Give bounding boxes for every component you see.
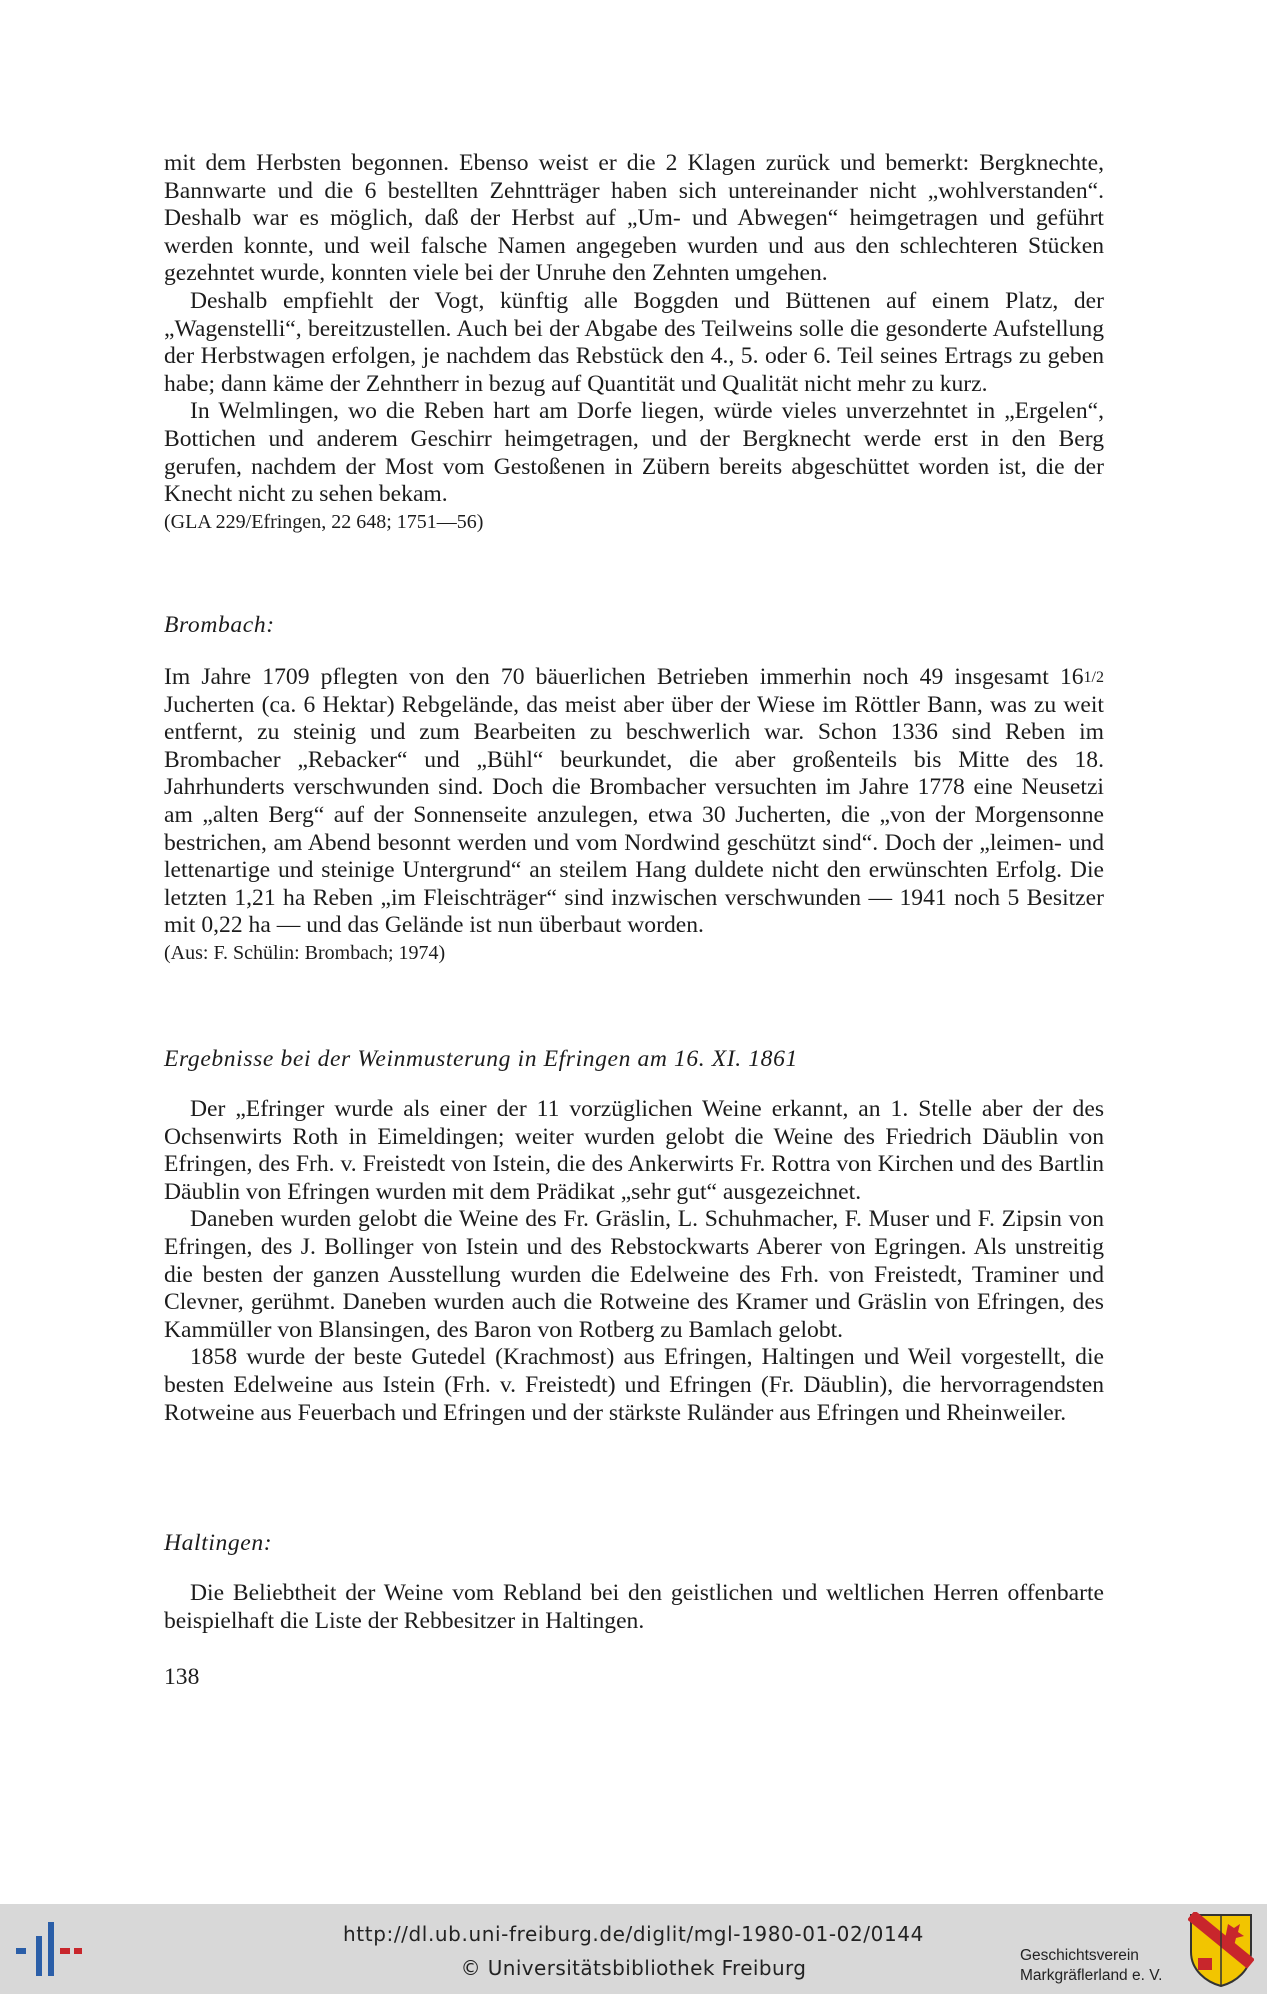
ergebnisse-paragraph: 1858 wurde der beste Gutedel (Krachmost) aus Efringen, Haltingen und Weil vorgestellt, die besten Edelweine aus Istein (Frh. v. Freistedt) und Efringen (Fr. Däublin), die hervorragendsten Rotweine aus Feuerbach und Efringen und der stärkste Ruländer aus Efringen und Rheinweiler. [164, 1344, 1104, 1426]
fraction: 1/2 [1083, 669, 1104, 686]
haltingen-paragraph: Die Beliebtheit der Weine vom Rebland bei den geistlichen und weltlichen Herren offenbarte beispielhaft die Liste der Rebbesitzer in Haltingen. [164, 1580, 1104, 1634]
viewer-footer [0, 1904, 1267, 1994]
section-heading-haltingen: Haltingen: [164, 1530, 273, 1556]
permalink-link[interactable]: http://dl.ub.uni-freiburg.de/diglit/mgl-1980-01-02/0144 [343, 1922, 924, 1946]
haltingen-section [164, 1580, 1104, 1635]
ergebnisse-paragraph: Der „Efringer wurde als einer der 11 vorzüglichen Weine erkannt, an 1. Stelle aber der des Ochsenwirts Roth in Eimeldingen; weiter wurden gelobt die Weine des Friedrich Däublin von Efringen, des Frh. v. Freistedt von Istein, die des Ankerwirts Fr. Rottra von Kirchen und des Bartlin Däublin von Efringen wurden mit dem Prädikat „sehr gut“ ausgezeichnet. [164, 1096, 1104, 1205]
source-citation: (GLA 229/Efringen, 22 648; 1751—56) [164, 510, 484, 533]
page-number: 138 [164, 1664, 200, 1690]
coat-of-arms-icon [1188, 1912, 1254, 1988]
brombach-section [164, 664, 1104, 966]
source-citation: (Aus: F. Schülin: Brombach; 1974) [164, 941, 446, 964]
ergebnisse-paragraph: Daneben wurden gelobt die Weine des Fr. Gräslin, L. Schuhmacher, F. Muser und F. Zipsin von Efringen, des J. Bollinger von Istein und des Rebstockwarts Aberer von Egringen. Als unstreitig die besten der ganzen Ausstellung wurden die Edelweine des Frh. von Freistedt, Traminer und Clevner, gerühmt. Daneben wurden auch die Rotweine des Kramer und Gräslin von Efringen, des Kammüller von Blansingen, des Baron von Rotberg zu Bamlach gelobt. [164, 1206, 1104, 1343]
society-name [1020, 1946, 1162, 1986]
brombach-text-part2: Jucherten (ca. 6 Hektar) Rebgelände, das meist aber über der Wiese im Röttler Bann, was zu weit entfernt, zu steinig und zum Bearbeiten zu beschwerlich war. Schon 1336 sind Reben im Brombacher „Rebacker“ und „Bühl“ beurkundet, die aber großenteils bis Mitte des 18. Jahrhunderts verschwunden sind. Doch die Brombacher versuchten im Jahre 1778 eine Neusetzi am „alten Berg“ auf der Sonnenseite anzulegen, etwa 30 Jucherten, die „von der Morgensonne bestrichen, am Abend besonnt werden und vom Nordwind geschützt sind“. Doch der „leimen- und lettenartige und steinige Untergrund“ an steilem Hang duldete nicht den erwünschten Erfolg. Die letzten 1,21 ha Reben „im Fleischträger“ sind inzwischen verschwunden — 1941 noch 5 Besitzer mit 0,22 ha — und das Gelände ist nun überbaut worden. [164, 691, 1104, 939]
ergebnisse-section [164, 1096, 1104, 1427]
brombach-text-part1: Im Jahre 1709 pflegten von den 70 bäuerlichen Betrieben immerhin noch 49 insgesamt 16 [164, 664, 1084, 690]
intro-paragraph: In Welmlingen, wo die Reben hart am Dorfe liegen, würde vieles unverzehntet in „Ergelen“, Bottichen und anderem Geschirr heimgetragen, und der Bergknecht werde erst in den Berg gerufen, nachdem der Most vom Gestoßenen in Zübern bereits abgeschüttet worden ist, die der Knecht nicht zu sehen bekam. [164, 398, 1104, 508]
brombach-paragraph [164, 664, 1104, 940]
section-heading-ergebnisse: Ergebnisse bei der Weinmusterung in Efringen am 16. XI. 1861 [164, 1046, 798, 1072]
intro-paragraph: Deshalb empfiehlt der Vogt, künftig alle Boggden und Büttenen auf einem Platz, der „Wagenstelli“, bereitzustellen. Auch bei der Abgabe des Teilweins solle die gesonderte Aufstellung der Herbstwagen erfolgen, je nachdem das Rebstück den 4., 5. oder 6. Teil seines Ertrags zu geben habe; dann käme der Zehntherr in bezug auf Quantität und Qualität nicht mehr zu kurz. [164, 287, 1104, 397]
intro-paragraph: mit dem Herbsten begonnen. Ebenso weist er die 2 Klagen zurück und bemerkt: Bergknechte, Bannwarte und die 6 bestellten Zehntträger haben sich untereinander nicht „wohlverstanden“. Deshalb war es möglich, daß der Herbst auf „Um- und Abwegen“ heimgetragen und geführt werden konnte, und weil falsche Namen angegeben wurden und aus den schlechteren Stücken gezehntet wurde, konnten viele bei der Unruhe den Zehnten umgehen. [164, 150, 1104, 287]
intro-section [164, 150, 1104, 535]
society-line-2: Markgräflerland e. V. [1020, 1967, 1163, 1984]
permalink-url[interactable] [0, 1922, 1267, 1946]
copyright-notice: © Universitätsbibliothek Freiburg [460, 1956, 807, 1980]
section-heading-brombach: Brombach: [164, 612, 275, 638]
society-line-1: Geschichtsverein [1020, 1947, 1139, 1964]
